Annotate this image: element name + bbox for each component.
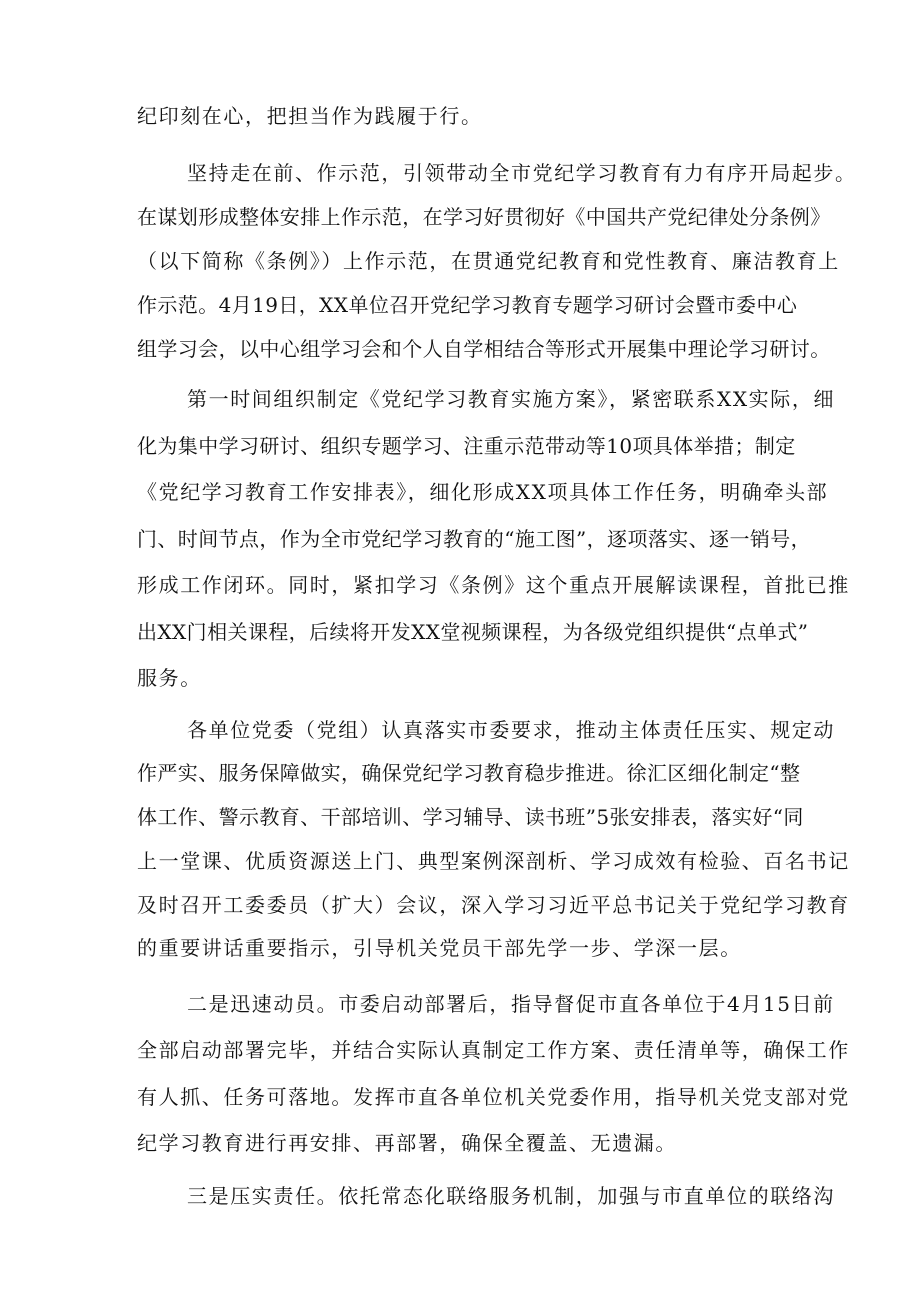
text-line: 作示范。4月19日，XX单位召开党纪学习教育专题学习研讨会暨市委中心 (137, 293, 798, 317)
text-line: 上一堂课、优质资源送上门、典型案例深剖析、学习成效有检验、百名书记 (137, 849, 850, 873)
paragraph-first-line: 坚持走在前、作示范，引领带动全市党纪学习教育有力有序开局起步。 (187, 161, 857, 185)
text-line: 形成工作闭环。同时，紧扣学习《条例》这个重点开展解读课程，首批已推 (137, 573, 850, 597)
text-line: 纪学习教育进行再安排、再部署，确保全覆盖、无遗漏。 (137, 1131, 677, 1155)
text-line: 纪印刻在心，把担当作为践履于行。 (137, 104, 483, 128)
text-line: 服务。 (137, 666, 202, 690)
text-line: 《党纪学习教育工作安排表》，细化形成XX项具体工作任务，明确牵头部 (137, 480, 829, 504)
text-line: 出XX门相关课程，后续将开发XX堂视频课程，为各级党组织提供“点单式” (137, 620, 809, 644)
paragraph-first-line: 第一时间组织制定《党纪学习教育实施方案》，紧密联系XX实际，细 (187, 387, 836, 411)
paragraph-first-line: 三是压实责任。依托常态化联络服务机制，加强与市直单位的联络沟 (187, 1184, 835, 1208)
paragraph-first-line: 二是迅速动员。市委启动部署后，指导督促市直各单位于4月15日前 (187, 992, 835, 1016)
text-line: 全部启动部署完毕，并结合实际认真制定工作方案、责任清单等，确保工作 (137, 1038, 850, 1062)
text-line: 化为集中学习研讨、组织专题学习、注重示范带动等10项具体举措；制定 (137, 434, 796, 458)
text-line: 作严实、服务保障做实，确保党纪学习教育稳步推进。徐汇区细化制定“整 (137, 761, 801, 785)
paragraph-first-line: 各单位党委（党组）认真落实市委要求，推动主体责任压实、规定动 (187, 718, 835, 742)
text-line: （以下简称《条例》）上作示范，在贯通党纪教育和党性教育、廉洁教育上 (137, 249, 840, 273)
text-line: 的重要讲话重要指示，引导机关党员干部先学一步、学深一层。 (137, 936, 742, 960)
text-line: 组学习会，以中心组学习会和个人自学相结合等形式开展集中理论学习研讨。 (137, 337, 831, 361)
text-line: 及时召开工委委员（扩大）会议，深入学习习近平总书记关于党纪学习教育 (137, 893, 850, 917)
text-line: 在谋划形成整体安排上作示范，在学习好贯彻好《中国共产党纪律处分条例》 (137, 205, 831, 229)
text-line: 有人抓、任务可落地。发挥市直各单位机关党委作用，指导机关党支部对党 (137, 1085, 850, 1109)
text-line: 体工作、警示教育、干部培训、学习辅导、读书班”5张安排表，落实好“同 (137, 805, 804, 829)
text-line: 门、时间节点，作为全市党纪学习教育的“施工图”，逐项落实、逐一销号， (137, 527, 812, 551)
